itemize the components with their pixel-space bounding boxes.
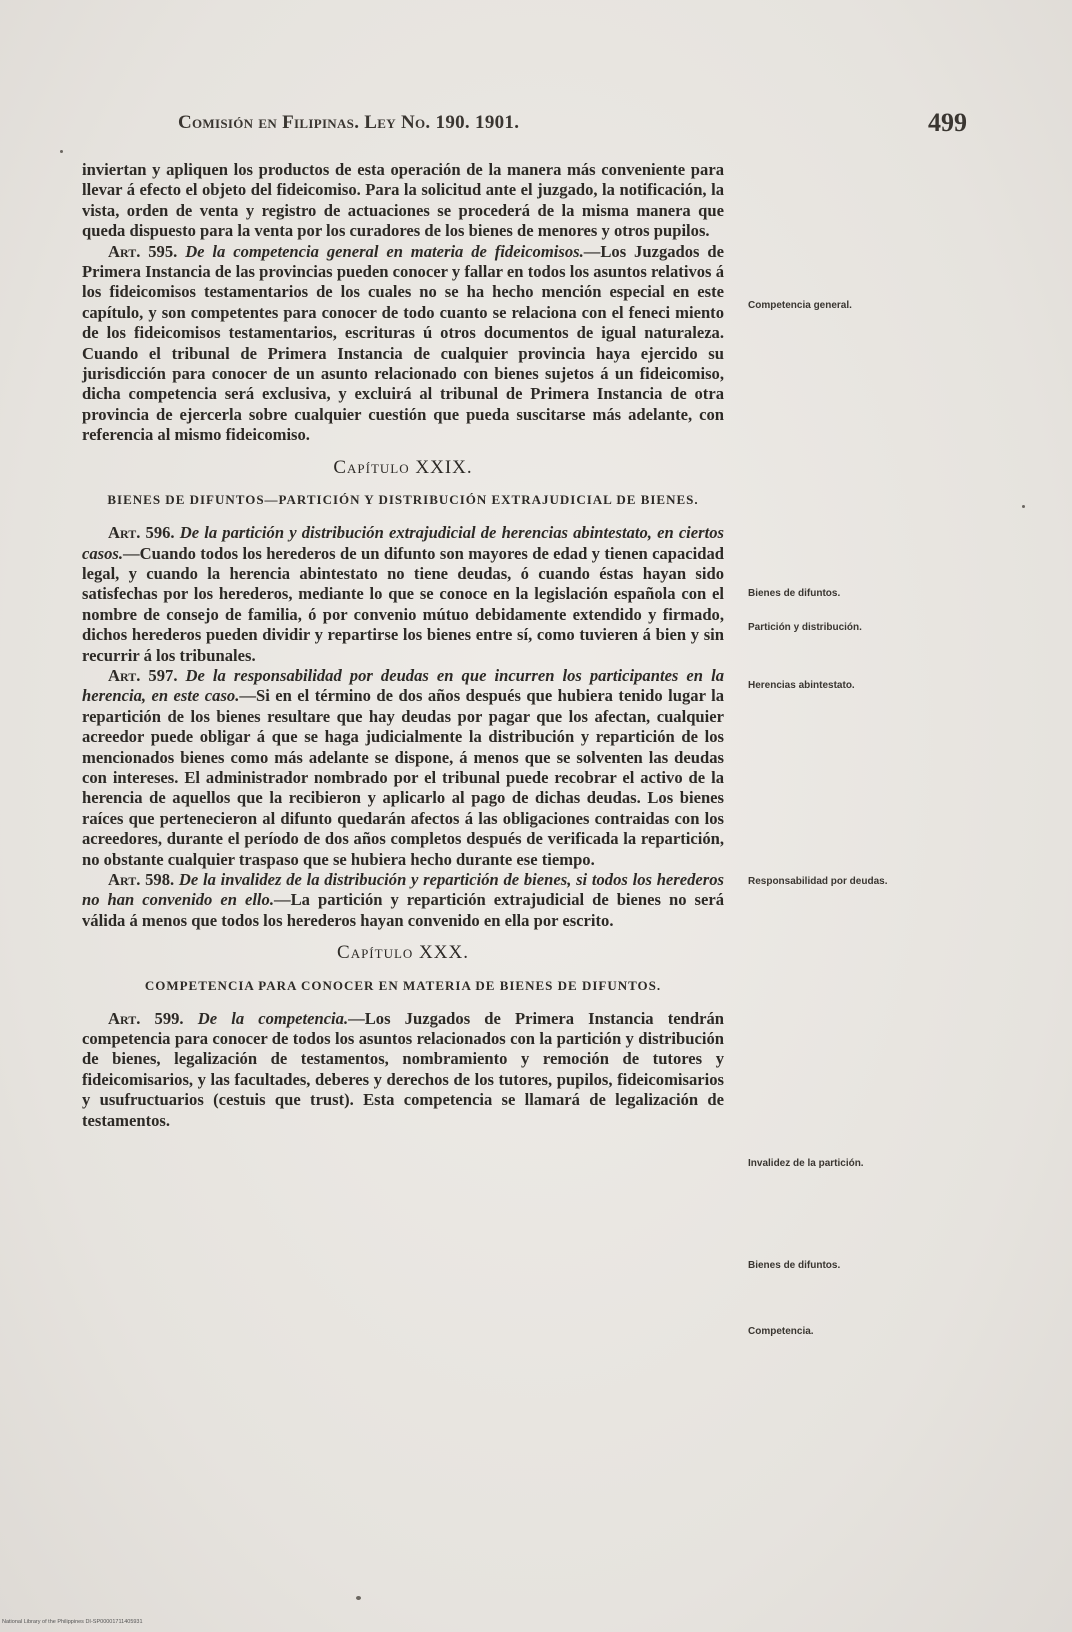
page-number: 499	[928, 108, 967, 137]
chapter-heading-xxx: Capítulo XXX.	[337, 942, 469, 964]
paragraph-continuation: inviertan y apliquen los productos de esta operación de la manera más conveniente para llevar á efecto el objeto del fideicomiso. Para la solicitud ante el juzgado, la notificación, la vista, orden de venta y registro de actuaciones se procederá de la misma manera que queda dispuesto para la venta por los curadores de los bienes de menores y otros pupilos.	[82, 160, 724, 241]
article-number: Art. 599.	[108, 1008, 184, 1028]
main-text-column	[82, 160, 724, 1131]
article-title: De la competencia general en materia de fideicomisos.	[185, 241, 584, 261]
article-title: De la responsabilidad por deudas en que incurren los participantes en la herencia, en este caso.	[82, 665, 724, 706]
ink-speck	[60, 150, 63, 153]
article-number: Art. 598.	[108, 870, 175, 889]
ink-speck	[1022, 505, 1025, 508]
margin-note: Competencia.	[748, 1326, 814, 1337]
article-599	[82, 1009, 724, 1131]
article-598	[82, 870, 724, 931]
article-595	[82, 242, 724, 446]
article-text: —Los Juzgados de Primera Instancia de las provincias pueden conocer y fallar en todos los asuntos relativos á los fideicomisos testamentarios de los cuales no se ha hecho mención especial en este capítulo, y son competentes para conocer de todo cuanto se relaciona con el feneci miento de los fideicomisos testamentarios, escrituras ú otros documentos de igual naturaleza. Cuando el tribunal de Primera Instancia de cualquier provincia haya ejercido su jurisdicción para conocer de un asunto relacionado con bienes sujetos á un fideicomiso, dicha competencia será exclusiva, y excluirá al tribunal de Primera Instancia de otra provincia de ejercerla sobre cualquier cuestión que pueda suscitarse más adelante, con referencia al mismo fideicomiso.	[82, 241, 724, 445]
chapter-subheading-xxx: COMPETENCIA PARA CONOCER EN MATERIA DE BIENES DE DIFUNTOS.	[144, 977, 662, 993]
margin-note: Bienes de difuntos.	[748, 588, 841, 599]
margin-note: Responsabilidad por deudas.	[748, 876, 888, 887]
article-title: De la invalidez de la distribución y repartición de bienes, si todos los herederos no han convenido en ello.	[82, 870, 724, 910]
article-number: Art. 597.	[108, 665, 178, 685]
margin-note: Competencia general.	[748, 300, 852, 311]
article-title: De la partición y distribución extrajudicial de herencias abintestato, en ciertos casos.	[82, 523, 724, 563]
article-text: —Cuando todos los herederos de un difunto son mayores de edad y tienen capacidad legal, y cuando la herencia abintestato no tiene deudas, ó cuando éstas hayan sido satisfechas por los herederos, mediante lo que se conoce en la legislación española con el nombre de consejo de familia, ó por convenio mútuo debidamente extendido y firmado, dichos herederos pueden dividir y repartirse los bienes entre sí, como tuvieren á bien y sin recurrir á los tribunales.	[82, 543, 724, 665]
margin-note: Herencias abintestato.	[748, 680, 855, 691]
article-text: —La partición y repartición extrajudicial de bienes no será válida á menos que todos los herederos hayan convenido en ella por escrito.	[82, 890, 724, 930]
scan-credit-footer: National Library of the Philippines DI-SP00001711405931	[2, 1619, 143, 1625]
article-596	[82, 523, 724, 666]
margin-note: Invalidez de la partición.	[748, 1158, 864, 1169]
article-number: Art. 596.	[108, 523, 175, 543]
ink-speck	[356, 1596, 361, 1600]
article-number: Art. 595.	[108, 241, 178, 261]
margin-note: Bienes de difuntos.	[748, 1260, 841, 1271]
article-title: De la competencia.	[197, 1008, 349, 1028]
article-597	[82, 666, 724, 870]
article-text: —Si en el término de dos años después que hubiera tenido lugar la repartición de los bienes resultare que hay deudas por pagar que los afectan, cualquier acreedor puede obligar á que se haga judicialmente la distribución y repartición de los mencionados bienes como más adelante se dispone, á menos que se solventen las deudas con intereses. El administrador nombrado por el tribunal puede recobrar el activo de la herencia de aquellos que la recibieron y aplicarlo al pago de dichas deudas. Los bienes raíces que pertenecieron al difunto quedarán afectos á las obligaciones contraidas con los acreedores, durante el período de dos años completos después de verificada la repartición, no obstante cualquier traspaso que se hubiera hecho durante ese tiempo.	[82, 686, 724, 869]
chapter-heading-xxix: Capítulo XXIX.	[333, 456, 473, 478]
chapter-subheading-xxix: BIENES DE DIFUNTOS—PARTICIÓN Y DISTRIBUCIÓN EXTRAJUDICIAL DE BIENES.	[107, 492, 699, 508]
margin-note: Partición y distribución.	[748, 622, 862, 633]
running-header: Comisión en Filipinas. Ley No. 190. 1901.	[178, 112, 520, 133]
article-text: —Los Juzgados de Primera Instancia tendrán competencia para conocer de todos los asuntos relacionados con la partición y distribución de bienes, legalización de testamentos, nombramiento y remoción de tutores y fideicomisarios, y las facultades, deberes y derechos de los tutores, pupilos, fideicomisarios y usufructuarios (cestuis que trust). Esta competencia se llamará de legalización de testamentos.	[82, 1008, 724, 1130]
